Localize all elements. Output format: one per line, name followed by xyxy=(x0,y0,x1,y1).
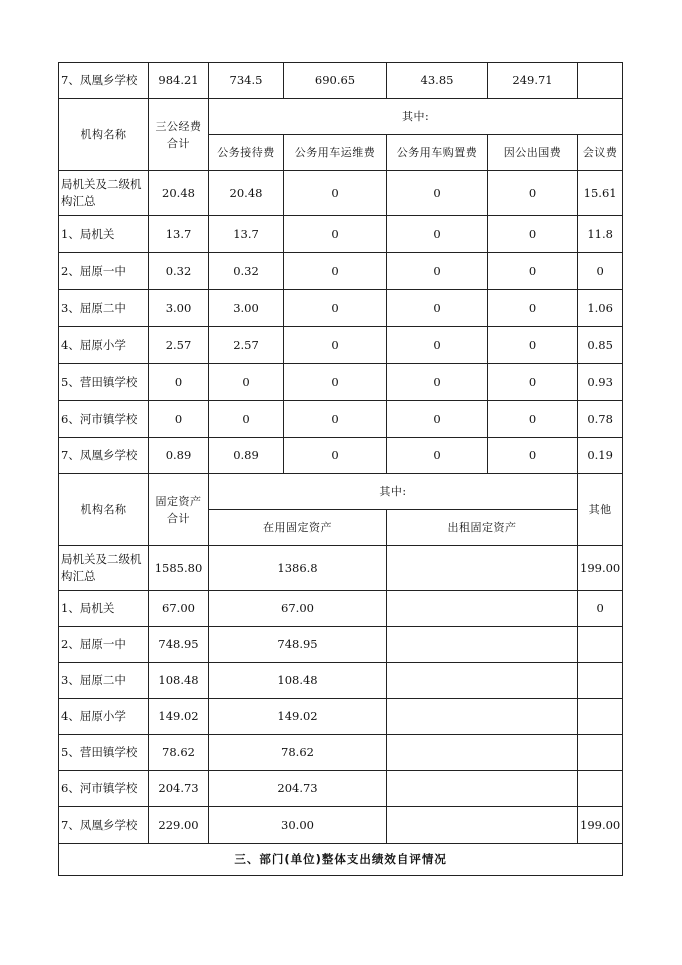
value-cell: 11.8 xyxy=(578,216,623,253)
total-cell: 204.73 xyxy=(149,771,209,807)
table-row xyxy=(59,699,623,735)
in-use-cell: 78.62 xyxy=(209,735,387,771)
other-cell: 199.00 xyxy=(578,546,623,591)
value-cell: 0.32 xyxy=(209,253,284,290)
leased-cell xyxy=(387,807,578,844)
budget-table xyxy=(58,62,623,876)
org-header: 机构名称 xyxy=(59,474,149,546)
value-cell: 0 xyxy=(488,327,578,364)
org-name-cell: 5、营田镇学校 xyxy=(59,364,149,401)
value-cell: 0 xyxy=(284,290,387,327)
section-title: 三、部门(单位)整体支出绩效自评情况 xyxy=(59,844,623,876)
table-row xyxy=(59,171,623,216)
value-cell: 0.89 xyxy=(149,438,209,474)
table-row xyxy=(59,216,623,253)
value-cell: 15.61 xyxy=(578,171,623,216)
in-use-cell: 1386.8 xyxy=(209,546,387,591)
value-cell: 0.85 xyxy=(578,327,623,364)
total-cell: 78.62 xyxy=(149,735,209,771)
of-which-header: 其中: xyxy=(209,474,578,510)
table-row xyxy=(59,546,623,591)
column-header: 公务用车运维费 xyxy=(284,135,387,171)
value-cell: 0 xyxy=(387,401,488,438)
table-row xyxy=(59,771,623,807)
other-cell xyxy=(578,771,623,807)
value-cell: 0.93 xyxy=(578,364,623,401)
column-header: 公务用车购置费 xyxy=(387,135,488,171)
in-use-header: 在用固定资产 xyxy=(209,510,387,546)
total-cell: 149.02 xyxy=(149,699,209,735)
table-row xyxy=(59,364,623,401)
total-header: 三公经费合计 xyxy=(149,99,209,171)
other-cell xyxy=(578,735,623,771)
value-cell: 0.78 xyxy=(578,401,623,438)
value-cell: 0 xyxy=(488,290,578,327)
value-cell: 0 xyxy=(387,438,488,474)
value-cell: 3.00 xyxy=(149,290,209,327)
in-use-cell: 149.02 xyxy=(209,699,387,735)
in-use-cell: 108.48 xyxy=(209,663,387,699)
total-cell: 748.95 xyxy=(149,627,209,663)
other-cell xyxy=(578,663,623,699)
table-row xyxy=(59,591,623,627)
value-cell: 0 xyxy=(284,438,387,474)
total-cell: 1585.80 xyxy=(149,546,209,591)
leased-header: 出租固定资产 xyxy=(387,510,578,546)
column-header: 会议费 xyxy=(578,135,623,171)
org-name-cell: 3、屈原二中 xyxy=(59,663,149,699)
column-header: 因公出国费 xyxy=(488,135,578,171)
value-cell: 984.21 xyxy=(149,63,209,99)
value-cell: 2.57 xyxy=(149,327,209,364)
value-cell: 0 xyxy=(488,216,578,253)
value-cell: 0.89 xyxy=(209,438,284,474)
table-row xyxy=(59,735,623,771)
value-cell: 249.71 xyxy=(488,63,578,99)
value-cell: 1.06 xyxy=(578,290,623,327)
other-cell xyxy=(578,699,623,735)
value-cell: 0 xyxy=(284,401,387,438)
leased-cell xyxy=(387,771,578,807)
value-cell: 43.85 xyxy=(387,63,488,99)
value-cell: 0 xyxy=(488,364,578,401)
other-header: 其他 xyxy=(578,474,623,546)
value-cell: 0.32 xyxy=(149,253,209,290)
org-name-cell: 2、屈原一中 xyxy=(59,253,149,290)
total-header: 固定资产合计 xyxy=(149,474,209,546)
value-cell: 13.7 xyxy=(209,216,284,253)
leased-cell xyxy=(387,735,578,771)
column-header: 公务接待费 xyxy=(209,135,284,171)
value-cell: 0 xyxy=(387,327,488,364)
value-cell: 0 xyxy=(387,253,488,290)
value-cell: 2.57 xyxy=(209,327,284,364)
value-cell: 13.7 xyxy=(149,216,209,253)
value-cell: 690.65 xyxy=(284,63,387,99)
table-row xyxy=(59,663,623,699)
value-cell: 0 xyxy=(284,327,387,364)
value-cell: 0.19 xyxy=(578,438,623,474)
org-header: 机构名称 xyxy=(59,99,149,171)
other-cell xyxy=(578,627,623,663)
value-cell: 0 xyxy=(149,401,209,438)
table-row xyxy=(59,63,623,99)
leased-cell xyxy=(387,663,578,699)
value-cell: 0 xyxy=(209,364,284,401)
value-cell: 0 xyxy=(488,171,578,216)
table-row xyxy=(59,401,623,438)
in-use-cell: 204.73 xyxy=(209,771,387,807)
table-row xyxy=(59,807,623,844)
other-cell: 0 xyxy=(578,591,623,627)
total-cell: 108.48 xyxy=(149,663,209,699)
org-name-cell: 1、局机关 xyxy=(59,591,149,627)
value-cell: 0 xyxy=(209,401,284,438)
org-name-cell: 7、凤凰乡学校 xyxy=(59,807,149,844)
org-name-cell: 局机关及二级机构汇总 xyxy=(59,171,149,216)
leased-cell xyxy=(387,591,578,627)
org-name-cell: 2、屈原一中 xyxy=(59,627,149,663)
table-row xyxy=(59,290,623,327)
org-name-cell: 5、营田镇学校 xyxy=(59,735,149,771)
table-row xyxy=(59,253,623,290)
total-cell: 67.00 xyxy=(149,591,209,627)
value-cell: 0 xyxy=(284,216,387,253)
other-cell: 199.00 xyxy=(578,807,623,844)
value-cell: 0 xyxy=(387,290,488,327)
org-name-cell: 7、凤凰乡学校 xyxy=(59,63,149,99)
value-cell xyxy=(578,63,623,99)
leased-cell xyxy=(387,546,578,591)
section-title-row xyxy=(59,844,623,876)
org-name-cell: 1、局机关 xyxy=(59,216,149,253)
leased-cell xyxy=(387,627,578,663)
value-cell: 0 xyxy=(284,253,387,290)
table-row xyxy=(59,438,623,474)
table-row xyxy=(59,627,623,663)
org-name-cell: 3、屈原二中 xyxy=(59,290,149,327)
table-header-row xyxy=(59,474,623,510)
value-cell: 734.5 xyxy=(209,63,284,99)
value-cell: 0 xyxy=(488,401,578,438)
in-use-cell: 748.95 xyxy=(209,627,387,663)
value-cell: 0 xyxy=(387,216,488,253)
leased-cell xyxy=(387,699,578,735)
value-cell: 0 xyxy=(387,364,488,401)
value-cell: 0 xyxy=(387,171,488,216)
org-name-cell: 7、凤凰乡学校 xyxy=(59,438,149,474)
org-name-cell: 4、屈原小学 xyxy=(59,327,149,364)
value-cell: 20.48 xyxy=(149,171,209,216)
org-name-cell: 6、河市镇学校 xyxy=(59,771,149,807)
value-cell: 3.00 xyxy=(209,290,284,327)
value-cell: 0 xyxy=(284,364,387,401)
org-name-cell: 4、屈原小学 xyxy=(59,699,149,735)
value-cell: 20.48 xyxy=(209,171,284,216)
of-which-header: 其中: xyxy=(209,99,623,135)
in-use-cell: 67.00 xyxy=(209,591,387,627)
total-cell: 229.00 xyxy=(149,807,209,844)
value-cell: 0 xyxy=(488,438,578,474)
org-name-cell: 局机关及二级机构汇总 xyxy=(59,546,149,591)
value-cell: 0 xyxy=(284,171,387,216)
table-header-row xyxy=(59,99,623,135)
value-cell: 0 xyxy=(488,253,578,290)
in-use-cell: 30.00 xyxy=(209,807,387,844)
value-cell: 0 xyxy=(149,364,209,401)
value-cell: 0 xyxy=(578,253,623,290)
org-name-cell: 6、河市镇学校 xyxy=(59,401,149,438)
table-row xyxy=(59,327,623,364)
